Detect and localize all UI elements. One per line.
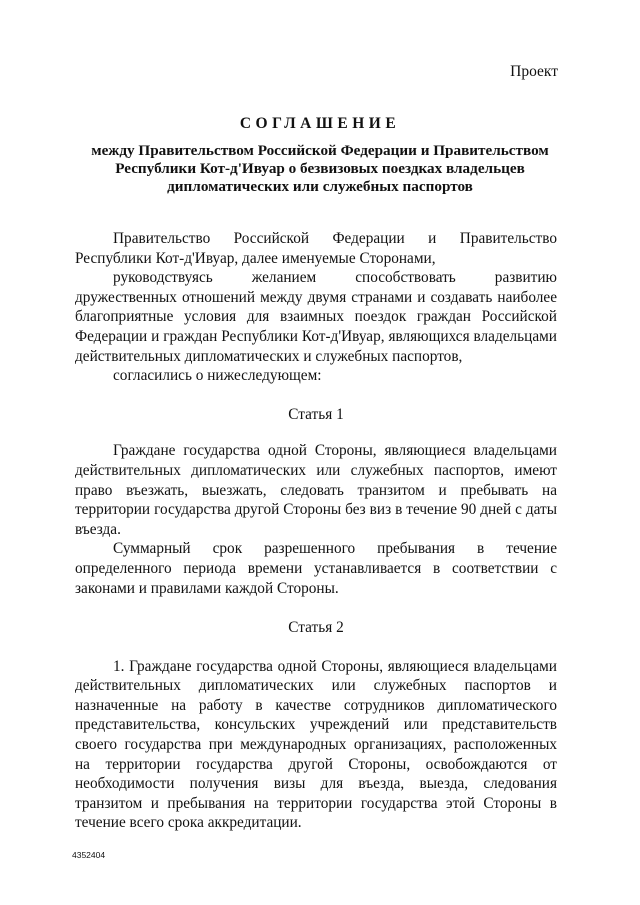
document-code: 4352404 bbox=[72, 850, 106, 860]
article-2-heading: Статья 2 bbox=[288, 619, 344, 637]
preamble-paragraph: согласились о нижеследующем: bbox=[113, 367, 322, 385]
preamble-paragraph: руководствуясь желанием способствовать развитию дружественных отношений между двумя странами и создавать наиболее благоприятные условия для взаимных поездок граждан Российской Федерации и граждан Республики Кот-д'Ивуар, являющихся владельцами действительных дипломатических и служебных паспортов, bbox=[75, 269, 557, 365]
draft-label: Проект bbox=[510, 63, 558, 80]
preamble-paragraph: Правительство Российской Федерации и Правительство Республики Кот-д'Ивуар, далее именуемые Сторонами, bbox=[75, 230, 557, 267]
article-2-paragraph: 1. Граждане государства одной Стороны, являющиеся владельцами действительных дипломатических или служебных паспортов и назначенные на работу в качестве сотрудников дипломатического представительства, консульских учреждений или представительств своего государства при международных организациях, расположенных на территории государства другой Стороны, освобождаются от необходимости получения визы для въезда, выезда, следования транзитом и пребывания на территории государства этой Стороны в течение всего срока аккредитации. bbox=[75, 657, 557, 832]
article-1-heading: Статья 1 bbox=[288, 405, 344, 423]
document-title: СОГЛАШЕНИЕ bbox=[239, 115, 401, 132]
article-1-paragraph: Граждане государства одной Стороны, являющиеся владельцами действительных дипломатических или служебных паспортов, имеют право въезжать, выезжать, следовать транзитом и пребывать на территории государства другой Стороны без виз в течение 90 дней с даты въезда. bbox=[75, 442, 557, 538]
document-body bbox=[75, 229, 557, 833]
document-subtitle: между Правительством Российской Федерации и Правительством Республики Кот-д'Ивуар о безвизовых поездках владельцев дипломатических или служебных паспортов bbox=[91, 142, 549, 195]
article-1-paragraph: Суммарный срок разрешенного пребывания в течение определенного периода времени устанавливается в соответствии с законами и правилами каждой Стороны. bbox=[75, 540, 557, 597]
